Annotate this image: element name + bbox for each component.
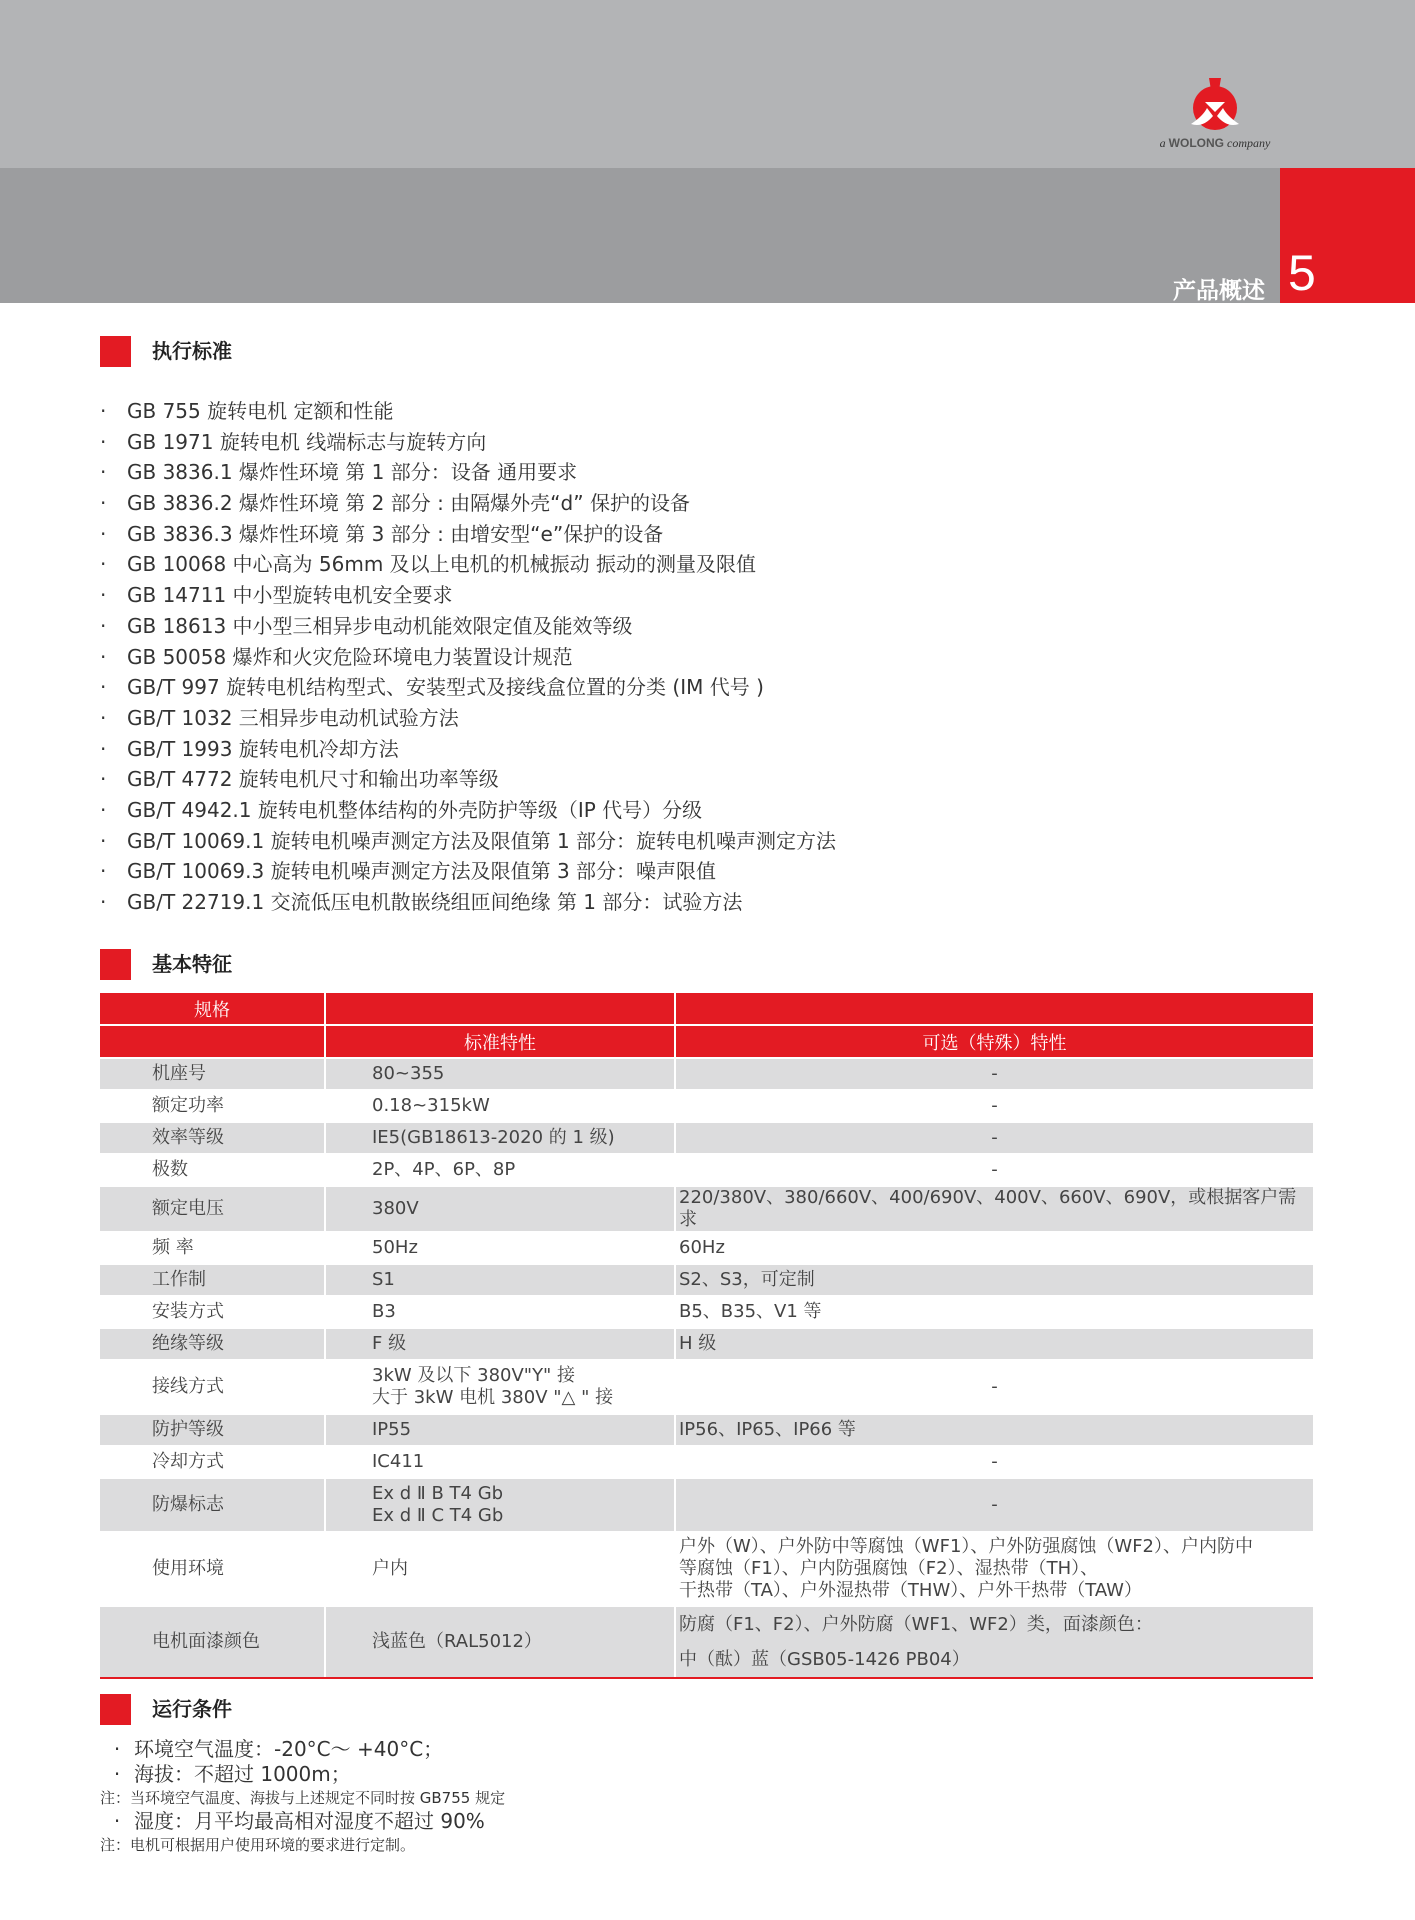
bullet: · bbox=[100, 890, 107, 914]
bullet: · bbox=[100, 705, 107, 730]
optional-value bbox=[675, 1296, 1313, 1328]
standard-value bbox=[325, 1186, 675, 1232]
standard-text: GB/T 1032 三相异步电动机试验方法 bbox=[127, 705, 459, 730]
standard-value bbox=[325, 1058, 675, 1090]
standard-text: GB 755 旋转电机 定额和性能 bbox=[127, 399, 394, 423]
optional-line: - bbox=[991, 1095, 998, 1116]
table-row bbox=[100, 1232, 1313, 1264]
bullet: · bbox=[100, 521, 107, 546]
standard-value bbox=[325, 1296, 675, 1328]
table-row bbox=[100, 1186, 1313, 1232]
spec-name: 接线方式 bbox=[100, 1360, 325, 1414]
standard-text: GB 50058 爆炸和火灾危险环境电力装置设计规范 bbox=[127, 644, 573, 669]
standards-list bbox=[100, 396, 836, 918]
standard-line: S1 bbox=[372, 1269, 395, 1290]
optional-line: - bbox=[991, 1494, 998, 1515]
standard-text: GB/T 22719.1 交流低压电机散嵌绕组匝间绝缘 第 1 部分：试验方法 bbox=[127, 890, 743, 914]
bullet: · bbox=[100, 460, 107, 485]
table-row bbox=[100, 1058, 1313, 1090]
table-row bbox=[100, 1446, 1313, 1478]
standard-item bbox=[100, 611, 836, 642]
features-heading-marker bbox=[100, 949, 131, 980]
optional-line: B5、B35、V1 等 bbox=[679, 1301, 822, 1322]
condition-item bbox=[100, 1762, 505, 1787]
bullet: · bbox=[100, 613, 107, 638]
spec-name: 冷却方式 bbox=[100, 1446, 325, 1478]
optional-line: 60Hz bbox=[679, 1237, 725, 1258]
header-spec: 规格 bbox=[100, 993, 325, 1025]
optional-line: IP56、IP65、IP66 等 bbox=[679, 1419, 856, 1440]
bullet: · bbox=[100, 767, 107, 792]
optional-line: - bbox=[991, 1127, 998, 1148]
logo-text bbox=[1145, 136, 1285, 151]
standard-text: GB/T 1993 旋转电机冷却方法 bbox=[127, 736, 399, 761]
optional-value bbox=[675, 1154, 1313, 1186]
standard-line: 80~355 bbox=[372, 1063, 445, 1084]
bullet: · bbox=[100, 583, 107, 608]
standard-item bbox=[100, 549, 836, 580]
logo-mark-icon bbox=[1183, 78, 1247, 134]
bullet: · bbox=[113, 1737, 121, 1761]
optional-value bbox=[675, 1058, 1313, 1090]
spec-name: 额定电压 bbox=[100, 1186, 325, 1232]
standard-text: GB 3836.1 爆炸性环境 第 1 部分：设备 通用要求 bbox=[127, 460, 578, 485]
wolong-logo bbox=[1145, 78, 1285, 158]
bullet: · bbox=[100, 859, 107, 884]
spec-name: 使用环境 bbox=[100, 1532, 325, 1606]
optional-line: 中（酞）蓝（GSB05-1426 PB04） bbox=[679, 1649, 970, 1670]
standard-text: GB 18613 中小型三相异步电动机能效限定值及能效等级 bbox=[127, 613, 633, 638]
features-table bbox=[100, 993, 1313, 1679]
standards-heading-marker bbox=[100, 336, 131, 367]
standard-text: GB/T 10069.1 旋转电机噪声测定方法及限值第 1 部分：旋转电机噪声测定方法 bbox=[127, 828, 837, 853]
standard-text: GB 14711 中小型旋转电机安全要求 bbox=[127, 583, 453, 608]
optional-line: 防腐（F1、F2）、户外防腐（WF1、WF2）类，面漆颜色： bbox=[679, 1614, 1153, 1635]
spec-name: 额定功率 bbox=[100, 1090, 325, 1122]
standard-line: IC411 bbox=[372, 1451, 425, 1472]
standard-line: B3 bbox=[372, 1301, 396, 1322]
standard-item bbox=[100, 580, 836, 611]
standard-value bbox=[325, 1606, 675, 1678]
standard-value bbox=[325, 1446, 675, 1478]
bullet: · bbox=[100, 491, 107, 516]
standard-line: 2P、4P、6P、8P bbox=[372, 1159, 516, 1180]
bullet: · bbox=[100, 828, 107, 853]
logo-text-brand: WOLONG bbox=[1168, 136, 1224, 150]
spec-name: 极数 bbox=[100, 1154, 325, 1186]
bullet: · bbox=[100, 429, 107, 454]
standard-value bbox=[325, 1090, 675, 1122]
table-row bbox=[100, 1328, 1313, 1360]
standard-text: GB 3836.3 爆炸性环境 第 3 部分 : 由增安型“e”保护的设备 bbox=[127, 521, 664, 546]
standard-item bbox=[100, 734, 836, 765]
standard-line: 户内 bbox=[372, 1558, 408, 1579]
optional-value bbox=[675, 1232, 1313, 1264]
bullet: · bbox=[113, 1809, 121, 1833]
bullet: · bbox=[100, 736, 107, 761]
condition-text: 湿度：月平均最高相对湿度不超过 90% bbox=[134, 1809, 485, 1833]
standards-heading: 执行标准 bbox=[152, 339, 232, 363]
optional-line: 220/380V、380/660V、400/690V、400V、660V、690V，或根据客户需求 bbox=[679, 1187, 1297, 1230]
table-row bbox=[100, 1090, 1313, 1122]
standard-value bbox=[325, 1478, 675, 1532]
standard-line: F 级 bbox=[372, 1333, 407, 1354]
bullet: · bbox=[100, 797, 107, 822]
standard-item bbox=[100, 703, 836, 734]
standard-item bbox=[100, 642, 836, 673]
optional-line: H 级 bbox=[679, 1333, 717, 1354]
optional-value bbox=[675, 1264, 1313, 1296]
standard-value bbox=[325, 1328, 675, 1360]
standard-item bbox=[100, 427, 836, 458]
standard-text: GB 3836.2 爆炸性环境 第 2 部分 : 由隔爆外壳“d” 保护的设备 bbox=[127, 491, 690, 516]
table-row bbox=[100, 1360, 1313, 1414]
standard-line: IP55 bbox=[372, 1419, 412, 1440]
standard-item bbox=[100, 672, 836, 703]
optional-value bbox=[675, 1328, 1313, 1360]
condition-item bbox=[100, 1809, 505, 1834]
standard-item bbox=[100, 826, 836, 857]
standard-text: GB/T 997 旋转电机结构型式、安装型式及接线盒位置的分类 (IM 代号 ) bbox=[127, 675, 764, 700]
condition-note: 注：电机可根据用户使用环境的要求进行定制。 bbox=[100, 1836, 416, 1854]
spec-name: 电机面漆颜色 bbox=[100, 1606, 325, 1678]
standard-value bbox=[325, 1360, 675, 1414]
standard-text: GB/T 4942.1 旋转电机整体结构的外壳防护等级（IP 代号）分级 bbox=[127, 797, 703, 822]
standard-item bbox=[100, 795, 836, 826]
standard-line: IE5(GB18613-2020 的 1 级) bbox=[372, 1127, 615, 1148]
spec-name: 频 率 bbox=[100, 1232, 325, 1264]
optional-value bbox=[675, 1090, 1313, 1122]
table-row bbox=[100, 1122, 1313, 1154]
standard-text: GB/T 10069.3 旋转电机噪声测定方法及限值第 3 部分：噪声限值 bbox=[127, 859, 717, 884]
standard-line: Ex d Ⅱ B T4 Gb bbox=[372, 1483, 504, 1504]
standard-line: 浅蓝色（RAL5012） bbox=[372, 1631, 542, 1652]
optional-value bbox=[675, 1414, 1313, 1446]
table-row bbox=[100, 1296, 1313, 1328]
optional-line: - bbox=[991, 1451, 998, 1472]
standard-line: 50Hz bbox=[372, 1237, 418, 1258]
optional-value bbox=[675, 1446, 1313, 1478]
table-row bbox=[100, 1532, 1313, 1606]
standard-line: 0.18~315kW bbox=[372, 1095, 490, 1116]
header-blank bbox=[325, 993, 675, 1025]
condition-text: 环境空气温度：-20°C～ +40°C； bbox=[134, 1737, 444, 1761]
section-label: 产品概述 bbox=[1173, 278, 1265, 304]
optional-line: 干热带（TA）、户外湿热带（THW）、户外干热带（TAW） bbox=[679, 1580, 1142, 1601]
optional-value bbox=[675, 1360, 1313, 1414]
condition-note: 注：当环境空气温度、海拔与上述规定不同时按 GB755 规定 bbox=[100, 1789, 506, 1807]
conditions-list bbox=[100, 1737, 505, 1856]
optional-line: - bbox=[991, 1376, 998, 1397]
logo-text-suffix: company bbox=[1224, 136, 1271, 150]
header-standard: 标准特性 bbox=[325, 1025, 675, 1058]
page-number: 5 bbox=[1288, 245, 1316, 301]
optional-line: 户外（W）、户外防中等腐蚀（WF1）、户外防强腐蚀（WF2）、户内防中 bbox=[679, 1536, 1254, 1557]
table-row bbox=[100, 1264, 1313, 1296]
bullet: · bbox=[100, 552, 107, 577]
bullet: · bbox=[113, 1762, 121, 1786]
standard-item bbox=[100, 856, 836, 887]
optional-line: - bbox=[991, 1159, 998, 1180]
standard-line: 3kW 及以下 380V"Y" 接 bbox=[372, 1365, 576, 1386]
spec-name: 机座号 bbox=[100, 1058, 325, 1090]
condition-text: 海拔：不超过 1000m； bbox=[134, 1762, 351, 1786]
spec-name: 安装方式 bbox=[100, 1296, 325, 1328]
table-subheader-row bbox=[100, 1025, 1313, 1058]
table-row bbox=[100, 1478, 1313, 1532]
optional-line: 等腐蚀（F1）、户内防强腐蚀（F2）、湿热带（TH）、 bbox=[679, 1558, 1099, 1579]
spec-name: 工作制 bbox=[100, 1264, 325, 1296]
standard-value bbox=[325, 1154, 675, 1186]
standard-text: GB/T 4772 旋转电机尺寸和输出功率等级 bbox=[127, 767, 499, 792]
standard-text: GB 10068 中心高为 56mm 及以上电机的机械振动 振动的测量及限值 bbox=[127, 552, 757, 577]
optional-value bbox=[675, 1532, 1313, 1606]
table-row bbox=[100, 1414, 1313, 1446]
table-row bbox=[100, 1606, 1313, 1678]
standard-value bbox=[325, 1264, 675, 1296]
header-optional: 可选（特殊）特性 bbox=[675, 1025, 1313, 1058]
optional-value bbox=[675, 1186, 1313, 1232]
standard-item bbox=[100, 764, 836, 795]
table-header-row bbox=[100, 993, 1313, 1025]
standard-item bbox=[100, 457, 836, 488]
optional-value bbox=[675, 1606, 1313, 1678]
standard-item bbox=[100, 396, 836, 427]
optional-value bbox=[675, 1122, 1313, 1154]
conditions-heading: 运行条件 bbox=[152, 1697, 232, 1721]
standard-line: 大于 3kW 电机 380V "△ " 接 bbox=[372, 1387, 614, 1408]
standard-text: GB 1971 旋转电机 线端标志与旋转方向 bbox=[127, 429, 487, 454]
optional-line: S2、S3，可定制 bbox=[679, 1269, 815, 1290]
conditions-heading-marker bbox=[100, 1694, 131, 1725]
standard-value bbox=[325, 1122, 675, 1154]
spec-name: 防护等级 bbox=[100, 1414, 325, 1446]
subheader-blank bbox=[100, 1025, 325, 1058]
standard-line: Ex d Ⅱ C T4 Gb bbox=[372, 1505, 504, 1526]
standard-item bbox=[100, 519, 836, 550]
standard-item bbox=[100, 887, 836, 918]
logo-text-prefix: a bbox=[1159, 136, 1169, 150]
features-heading: 基本特征 bbox=[152, 952, 232, 976]
optional-value bbox=[675, 1478, 1313, 1532]
spec-name: 防爆标志 bbox=[100, 1478, 325, 1532]
optional-line: - bbox=[991, 1063, 998, 1084]
standard-item bbox=[100, 488, 836, 519]
condition-item bbox=[100, 1737, 505, 1762]
bullet: · bbox=[100, 399, 107, 423]
spec-name: 绝缘等级 bbox=[100, 1328, 325, 1360]
header-blank bbox=[675, 993, 1313, 1025]
spec-name: 效率等级 bbox=[100, 1122, 325, 1154]
standard-value bbox=[325, 1232, 675, 1264]
bullet: · bbox=[100, 675, 107, 700]
table-row bbox=[100, 1154, 1313, 1186]
standard-line: 380V bbox=[372, 1198, 419, 1219]
standard-value bbox=[325, 1414, 675, 1446]
standard-value bbox=[325, 1532, 675, 1606]
bullet: · bbox=[100, 644, 107, 669]
